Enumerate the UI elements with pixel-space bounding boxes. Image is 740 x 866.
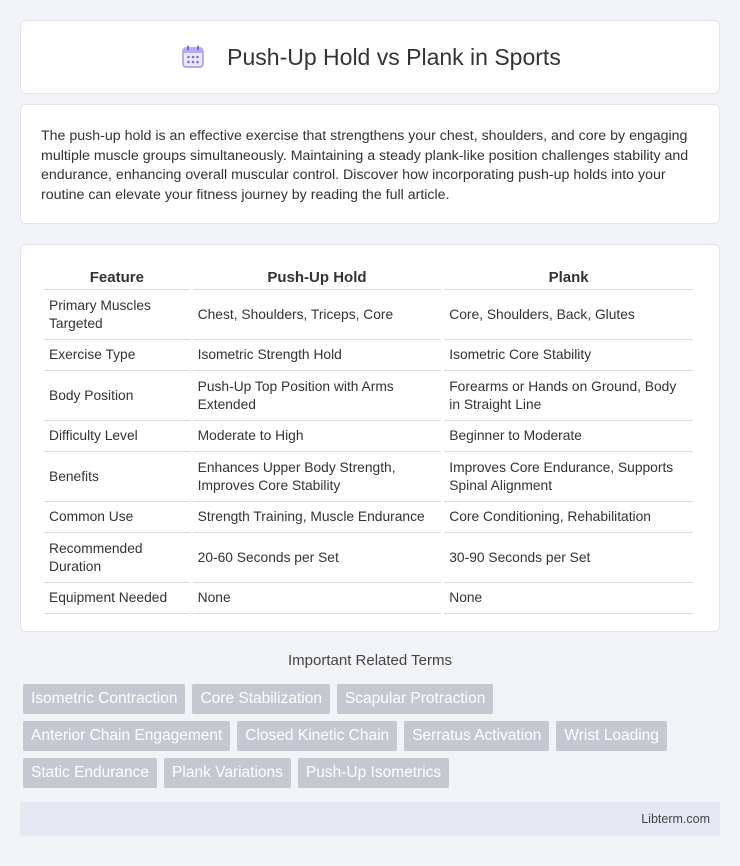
table-cell-plank: Forearms or Hands on Ground, Body in Straight Line: [444, 371, 693, 421]
table-row: [44, 583, 693, 614]
related-terms-title: Important Related Terms: [288, 652, 452, 669]
header-feature: Feature: [44, 267, 190, 290]
tag-core-stabilization[interactable]: Core Stabilization: [192, 684, 329, 714]
table-cell-feature: Exercise Type: [44, 340, 190, 371]
table-cell-plank: Improves Core Endurance, Supports Spinal Alignment: [444, 452, 693, 502]
tag-closed-kinetic-chain[interactable]: Closed Kinetic Chain: [237, 721, 397, 751]
tag-push-up-isometrics[interactable]: Push-Up Isometrics: [298, 758, 449, 788]
tag-row: [23, 758, 723, 788]
table-header-row: [44, 267, 693, 290]
tag-scapular-protraction[interactable]: Scapular Protraction: [337, 684, 493, 714]
table-cell-feature: Common Use: [44, 502, 190, 533]
footer: [20, 802, 720, 836]
table-row: [44, 421, 693, 452]
comparison-table: [41, 267, 696, 614]
page-title: Push-Up Hold vs Plank in Sports: [227, 43, 561, 70]
calendar-icon: [179, 43, 207, 71]
table-cell-plank: Beginner to Moderate: [444, 421, 693, 452]
table-row: [44, 533, 693, 583]
table-cell-push-up-hold: 20-60 Seconds per Set: [193, 533, 442, 583]
tag-row: [23, 721, 723, 751]
table-cell-feature: Difficulty Level: [44, 421, 190, 452]
table-row: [44, 452, 693, 502]
table-cell-push-up-hold: Chest, Shoulders, Triceps, Core: [193, 290, 442, 340]
table-cell-plank: 30-90 Seconds per Set: [444, 533, 693, 583]
tag-wrist-loading[interactable]: Wrist Loading: [556, 721, 666, 751]
header-push-up-hold: Push-Up Hold: [193, 267, 442, 290]
table-cell-push-up-hold: Strength Training, Muscle Endurance: [193, 502, 442, 533]
table-cell-plank: None: [444, 583, 693, 614]
intro-card: [20, 104, 720, 224]
table-row: [44, 502, 693, 533]
table-cell-plank: Core, Shoulders, Back, Glutes: [444, 290, 693, 340]
table-row: [44, 290, 693, 340]
header-plank: Plank: [444, 267, 693, 290]
table-cell-feature: Benefits: [44, 452, 190, 502]
table-cell-plank: Isometric Core Stability: [444, 340, 693, 371]
footer-site-link[interactable]: Libterm.com: [641, 812, 710, 826]
table-cell-push-up-hold: Isometric Strength Hold: [193, 340, 442, 371]
table-cell-plank: Core Conditioning, Rehabilitation: [444, 502, 693, 533]
tag-serratus-activation[interactable]: Serratus Activation: [404, 721, 549, 751]
table-cell-push-up-hold: Enhances Upper Body Strength, Improves Core Stability: [193, 452, 442, 502]
comparison-table-card: [20, 244, 720, 632]
tag-anterior-chain-engagement[interactable]: Anterior Chain Engagement: [23, 721, 230, 751]
intro-paragraph: The push-up hold is an effective exercise that strengthens your chest, shoulders, and core by engaging multiple muscle groups simultaneously. Maintaining a steady plank-like position challenges stability and endurance, enhancing overall muscular control. Discover how incorporating push-up holds into your routine can elevate your fitness journey by reading the full article.: [41, 128, 689, 203]
tag-static-endurance[interactable]: Static Endurance: [23, 758, 157, 788]
table-cell-push-up-hold: Moderate to High: [193, 421, 442, 452]
tag-isometric-contraction[interactable]: Isometric Contraction: [23, 684, 185, 714]
related-terms-list: [23, 684, 723, 795]
table-cell-feature: Equipment Needed: [44, 583, 190, 614]
table-cell-push-up-hold: Push-Up Top Position with Arms Extended: [193, 371, 442, 421]
table-row: [44, 371, 693, 421]
table-cell-feature: Body Position: [44, 371, 190, 421]
tag-plank-variations[interactable]: Plank Variations: [164, 758, 291, 788]
table-cell-push-up-hold: None: [193, 583, 442, 614]
table-cell-feature: Primary Muscles Targeted: [44, 290, 190, 340]
title-card: [20, 20, 720, 94]
table-row: [44, 340, 693, 371]
tag-row: [23, 684, 723, 714]
table-cell-feature: Recommended Duration: [44, 533, 190, 583]
